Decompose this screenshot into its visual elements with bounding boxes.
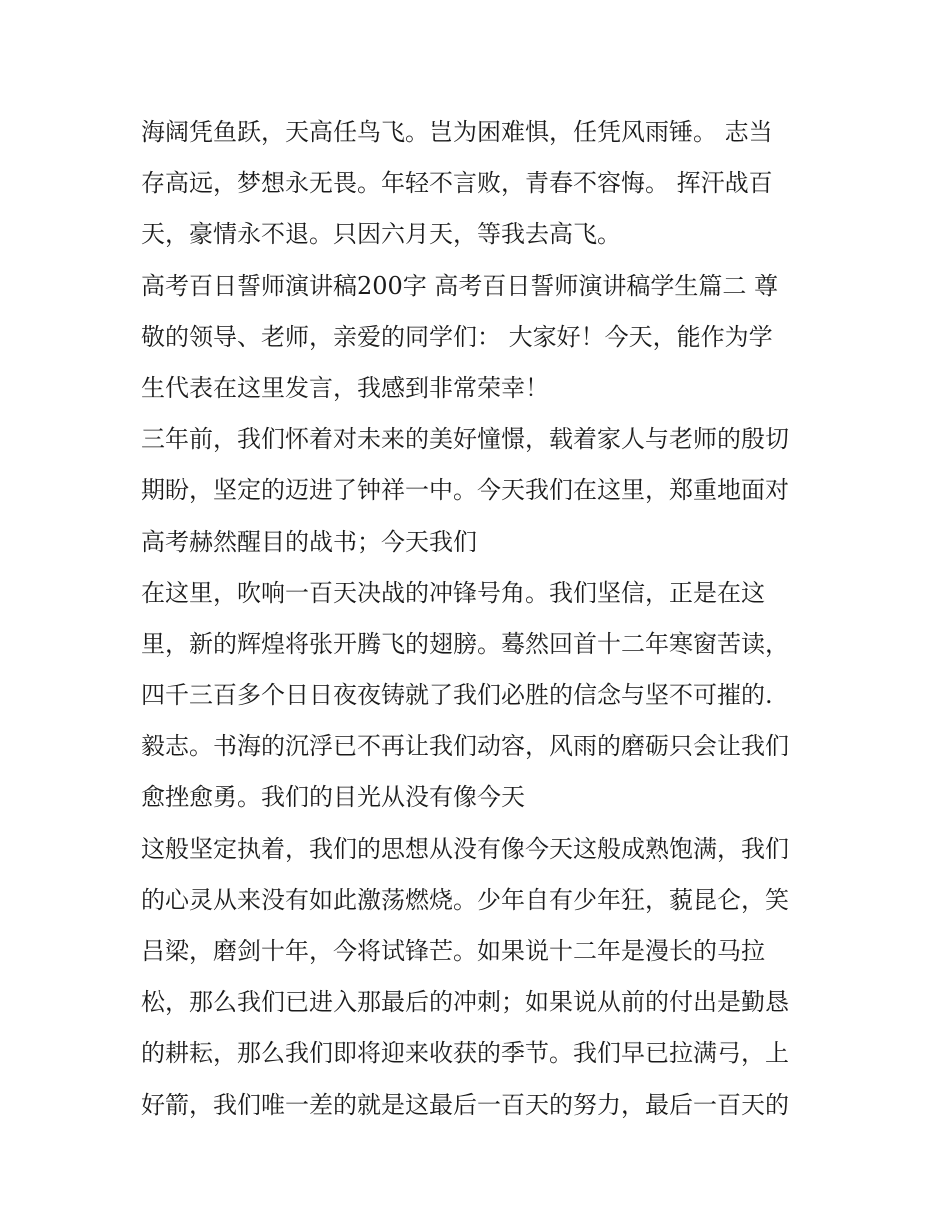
text-line: 吕梁，磨剑十年，今将试锋芒。如果说十二年是漫长的马拉 [141, 937, 765, 965]
text-line: 这般坚定执着，我们的思想从没有像今天这般成熟饱满，我们 [141, 834, 789, 863]
text-line: 松，那么我们已进入那最后的冲刺；如果说从前的付出是勤恳 [141, 988, 789, 1017]
text-line: 里，新的辉煌将张开腾飞的翅膀。蓦然回首十二年寒窗苦读， [141, 629, 789, 658]
text-line: 期盼，坚定的迈进了钟祥一中。今天我们在这里，郑重地面对 [141, 476, 789, 505]
text-line: 存高远，梦想永无畏。年轻不言败，青春不容悔。 挥汗战百 [141, 169, 773, 198]
text-line: 海阔凭鱼跃，天高任鸟飞。岂为困难惧，任凭风雨锤。 志当 [141, 118, 773, 146]
text-line: 三年前，我们怀着对未来的美好憧憬，载着家人与老师的殷切 [141, 425, 789, 454]
text-line: 高考百日誓师演讲稿200字 高考百日誓师演讲稿学生篇二 尊 [141, 271, 779, 300]
text-line: 四千三百多个日日夜夜铸就了我们必胜的信念与坚不可摧的. [141, 681, 773, 710]
text-line: 敬的领导、老师，亲爱的同学们： 大家好！今天，能作为学 [141, 322, 773, 351]
text-line: 高考赫然醒目的战书；今天我们 [141, 527, 477, 556]
text-line: 的心灵从来没有如此激荡燃烧。少年自有少年狂，藐昆仑，笑 [141, 885, 789, 914]
text-line: 在这里，吹响一百天决战的冲锋号角。我们坚信，正是在这 [141, 578, 765, 607]
text-line: 的耕耘，那么我们即将迎来收获的季节。我们早已拉满弓，上 [141, 1039, 789, 1068]
text-line: 毅志。书海的沉浮已不再让我们动容，风雨的磨砺只会让我们 [141, 732, 789, 761]
text-line: 好箭，我们唯一差的就是这最后一百天的努力，最后一百天的 [141, 1090, 789, 1119]
text-line: 天，豪情永不退。只因六月天，等我去高飞。 [141, 220, 621, 249]
text-line: 生代表在这里发言，我感到非常荣幸！ [141, 373, 549, 402]
text-line: 愈挫愈勇。我们的目光从没有像今天 [141, 783, 525, 812]
speech-text [141, 107, 821, 1131]
